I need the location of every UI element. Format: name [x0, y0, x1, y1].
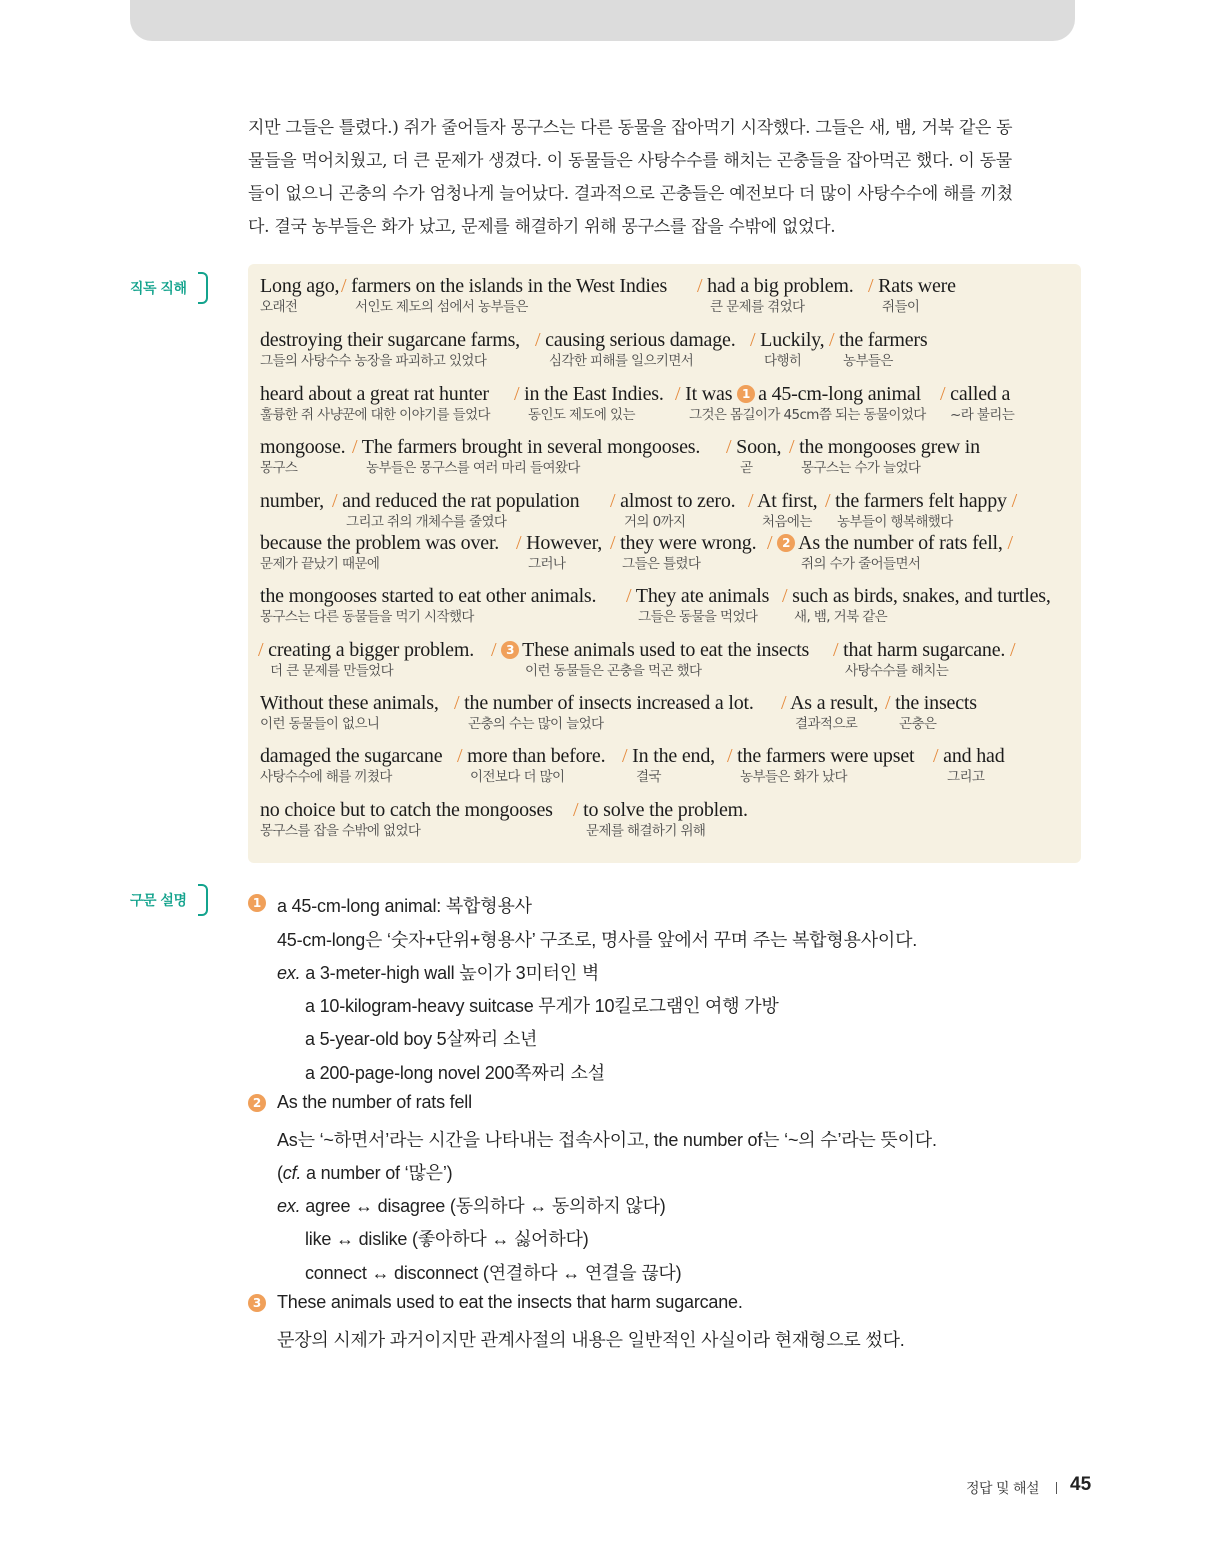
chunk: Without these animals, 이런 동물들이 없으니: [260, 692, 439, 732]
chunk: / 3 These animals used to eat the insects 이런 동물들은 곤충을 먹곤 했다: [491, 639, 810, 679]
chunk: / more than before. 이전보다 더 많이: [457, 745, 606, 785]
marker-3-icon: 3: [501, 641, 519, 659]
marker-1-icon: 1: [248, 894, 266, 912]
chunk: Long ago, 오래전: [260, 275, 340, 315]
footer-label: 정답 및 해설: [966, 1481, 1040, 1497]
note-example: connect ↔ disconnect (연결하다 ↔ 연결을 끊다): [305, 1263, 682, 1283]
note-example: ex. a 3-meter-high wall 높이가 3미터인 벽: [277, 963, 600, 983]
korean-line: 물들을 먹어치웠고, 더 큰 문제가 생겼다. 이 동물들은 사탕수수를 해치는 곤충들을 잡아먹곤 했다. 이 동물: [248, 151, 1012, 171]
marker-2-icon: 2: [777, 534, 795, 552]
chunk: / the farmers 농부들은: [829, 329, 928, 369]
chunk: / As a result, 결과적으로: [781, 692, 879, 732]
chunk: / such as birds, snakes, and turtles, 새, 뱀, 거북 같은: [782, 585, 1051, 625]
chunk: because the problem was over. 문제가 끝났기 때문에: [260, 532, 500, 572]
korean-line: 다. 결국 농부들은 화가 났고, 문제를 해결하기 위해 몽구스를 잡을 수밖에 없었다.: [248, 217, 836, 237]
chunk: / In the end, 결국: [622, 745, 715, 785]
note-heading: 3 These animals used to eat the insects that harm sugarcane.: [248, 1292, 743, 1313]
chunk: / creating a bigger problem. 더 큰 문제를 만들었다: [258, 639, 474, 679]
reading-box: [248, 264, 1081, 863]
chunk: / and had 그리고: [933, 745, 1005, 785]
chunk: / It was 1 a 45-cm-long animal 그것은 몸길이가 45cm쯤 되는 동물이었다: [675, 383, 926, 423]
chunk: / At first, 처음에는: [748, 490, 818, 530]
chunk: / However, 그러나: [516, 532, 603, 572]
chunk: / farmers on the islands in the West Indies 서인도 제도의 섬에서 농부들은: [341, 275, 668, 315]
page-number: 45: [1070, 1474, 1092, 1495]
marker-2-icon: 2: [248, 1094, 266, 1112]
note-text: (cf. a number of ‘많은’): [277, 1163, 453, 1183]
chunk: / the mongooses grew in 몽구스는 수가 늘었다: [789, 436, 980, 476]
note-example: a 5-year-old boy 5살짜리 소년: [305, 1029, 538, 1049]
chunk: / They ate animals 그들은 동물을 먹었다: [626, 585, 770, 625]
chunk: / Rats were 쥐들이: [868, 275, 956, 315]
note-heading: 2 As the number of rats fell: [248, 1092, 472, 1113]
top-header-tab: [130, 0, 1075, 41]
note-example: a 10-kilogram-heavy suitcase 무게가 10킬로그램인 여행 가방: [305, 996, 779, 1016]
marker-3-icon: 3: [248, 1294, 266, 1312]
note-example: like ↔ dislike (좋아하다 ↔ 싫어하다): [305, 1229, 589, 1249]
chunk: heard about a great rat hunter 훌륭한 쥐 사냥꾼에 대한 이야기를 들었다: [260, 383, 490, 423]
chunk: / The farmers brought in several mongooses. 농부들은 몽구스를 여러 마리 들여왔다: [352, 436, 701, 476]
marker-1-icon: 1: [737, 385, 755, 403]
chunk: / causing serious damage. 심각한 피해를 일으키면서: [535, 329, 736, 369]
section-label-notes: 구문 설명: [130, 884, 208, 912]
note-example: ex. agree ↔ disagree (동의하다 ↔ 동의하지 않다): [277, 1196, 666, 1216]
chunk: / Luckily, 다행히: [750, 329, 825, 369]
chunk: / the number of insects increased a lot. 곤충의 수는 많이 늘었다: [454, 692, 754, 732]
chunk: / that harm sugarcane. / 사탕수수를 해치는: [833, 639, 1016, 679]
note-text: 45-cm-long은 ‘숫자+단위+형용사’ 구조로, 명사를 앞에서 꾸며 주는 복합형용사이다.: [277, 930, 918, 950]
chunk: / almost to zero. 거의 0까지: [610, 490, 736, 530]
korean-line: 지만 그들은 틀렸다.) 쥐가 줄어들자 몽구스는 다른 동물을 잡아먹기 시작했다. 그들은 새, 뱀, 거북 같은 동: [248, 118, 1013, 138]
chunk: / the farmers were upset 농부들은 화가 났다: [727, 745, 915, 785]
chunk: / 2 As the number of rats fell, / 쥐의 수가 줄어들면서: [767, 532, 1013, 572]
chunk: / Soon, 곧: [726, 436, 782, 476]
chunk: damaged the sugarcane 사탕수수에 해를 끼쳤다: [260, 745, 443, 785]
note-heading: 1 a 45-cm-long animal: 복합형용사: [248, 892, 532, 918]
chunk: / and reduced the rat population 그리고 쥐의 개체수를 줄였다: [332, 490, 580, 530]
footer-divider: [1056, 1482, 1057, 1494]
note-example: a 200-page-long novel 200쪽짜리 소설: [305, 1063, 605, 1083]
chunk: / to solve the problem. 문제를 해결하기 위해: [573, 799, 748, 839]
korean-line: 들이 없으니 곤충의 수가 엄청나게 늘어났다. 결과적으로 곤충들은 예전보다 더 많이 사탕수수에 해를 끼쳤: [248, 184, 1013, 204]
chunk: / the farmers felt happy / 농부들이 행복해했다: [825, 490, 1017, 530]
section-label-reading: 직독 직해: [130, 272, 208, 300]
chunk: no choice but to catch the mongooses 몽구스를 잡을 수밖에 없었다: [260, 799, 553, 839]
chunk: / they were wrong. 그들은 틀렸다: [610, 532, 757, 572]
chunk: / in the East Indies. 동인도 제도에 있는: [514, 383, 664, 423]
chunk: / had a big problem. 큰 문제를 겪었다: [697, 275, 854, 315]
korean-translation-paragraph: [248, 112, 1082, 244]
note-text: As는 ‘~하면서’라는 시간을 나타내는 접속사이고, the number of는 ‘~의 수’라는 뜻이다.: [277, 1130, 937, 1150]
chunk: number,: [260, 490, 324, 512]
chunk: the mongooses started to eat other animals. 몽구스는 다른 동물들을 먹기 시작했다: [260, 585, 597, 625]
chunk: destroying their sugarcane farms, 그들의 사탕수수 농장을 파괴하고 있었다: [260, 329, 520, 369]
chunk: / the insects 곤충은: [885, 692, 977, 732]
chunk: / called a ~라 불리는: [940, 383, 1015, 423]
chunk: mongoose. 몽구스: [260, 436, 346, 476]
note-text: 문장의 시제가 과거이지만 관계사절의 내용은 일반적인 사실이라 현재형으로 썼다.: [277, 1330, 905, 1350]
